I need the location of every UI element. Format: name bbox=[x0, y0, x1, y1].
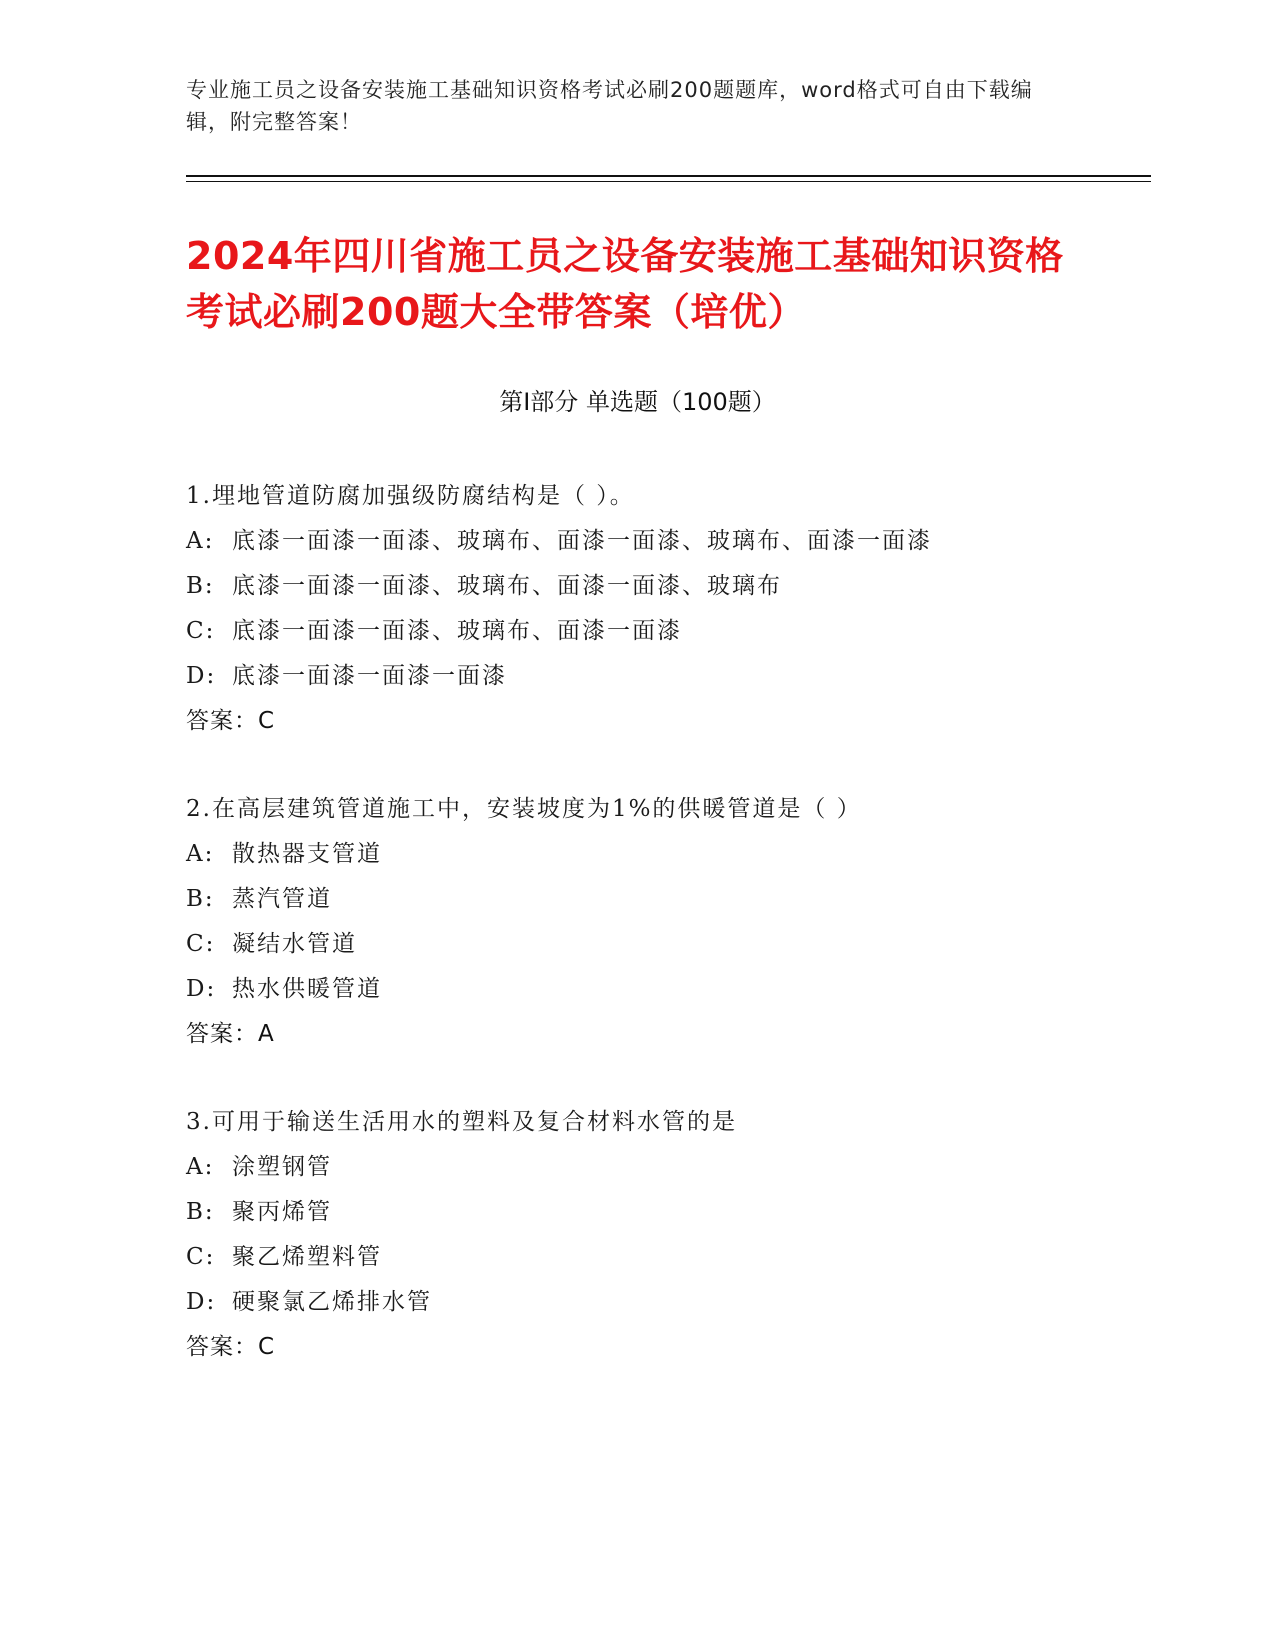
question-list bbox=[186, 474, 1086, 1413]
option-key: B: bbox=[186, 886, 215, 912]
question-stem: 2.在高层建筑管道施工中，安装坡度为1%的供暖管道是（ ） bbox=[186, 796, 862, 822]
header-divider-thick bbox=[186, 175, 1151, 177]
option-text: 散热器支管道 bbox=[232, 841, 382, 867]
question-1 bbox=[186, 474, 1086, 744]
option-key: B: bbox=[186, 573, 215, 599]
option-text: 凝结水管道 bbox=[232, 931, 357, 957]
option-b bbox=[186, 1190, 1086, 1235]
option-text: 底漆一面漆一面漆一面漆 bbox=[232, 663, 507, 689]
answer: 答案：A bbox=[186, 1021, 275, 1047]
option-key: C: bbox=[186, 931, 216, 957]
option-key: A: bbox=[186, 1154, 215, 1180]
option-text: 热水供暖管道 bbox=[232, 976, 382, 1002]
option-text: 底漆一面漆一面漆、玻璃布、面漆一面漆 bbox=[232, 618, 682, 644]
option-d bbox=[186, 967, 1086, 1012]
option-a bbox=[186, 519, 1086, 564]
option-key: D: bbox=[186, 1289, 217, 1315]
option-text: 聚丙烯管 bbox=[232, 1199, 332, 1225]
option-c bbox=[186, 922, 1086, 967]
option-a bbox=[186, 1145, 1086, 1190]
question-stem: 1.埋地管道防腐加强级防腐结构是（ ）。 bbox=[186, 483, 635, 509]
option-key: C: bbox=[186, 1244, 216, 1270]
option-key: D: bbox=[186, 976, 217, 1002]
option-b bbox=[186, 877, 1086, 922]
option-a bbox=[186, 832, 1086, 877]
document-title: 2024年四川省施工员之设备安装施工基础知识资格考试必刷200题大全带答案（培优） bbox=[186, 234, 1064, 334]
option-text: 底漆一面漆一面漆、玻璃布、面漆一面漆、玻璃布 bbox=[232, 573, 782, 599]
option-b bbox=[186, 564, 1086, 609]
option-text: 蒸汽管道 bbox=[232, 886, 332, 912]
option-d bbox=[186, 1280, 1086, 1325]
option-key: A: bbox=[186, 528, 215, 554]
option-key: B: bbox=[186, 1199, 215, 1225]
option-d bbox=[186, 654, 1086, 699]
option-key: C: bbox=[186, 618, 216, 644]
header-note: 专业施工员之设备安装施工基础知识资格考试必刷200题题库，word格式可自由下载编辑，附完整答案！ bbox=[186, 78, 1033, 134]
option-c bbox=[186, 609, 1086, 654]
section-title: 第Ⅰ部分 单选题（100题） bbox=[499, 388, 776, 416]
question-stem: 3.可用于输送生活用水的塑料及复合材料水管的是 bbox=[186, 1109, 737, 1135]
option-key: A: bbox=[186, 841, 215, 867]
header-divider-thin bbox=[186, 181, 1151, 182]
question-2 bbox=[186, 787, 1086, 1057]
option-c bbox=[186, 1235, 1086, 1280]
answer: 答案：C bbox=[186, 708, 276, 734]
option-text: 底漆一面漆一面漆、玻璃布、面漆一面漆、玻璃布、面漆一面漆 bbox=[232, 528, 932, 554]
option-text: 聚乙烯塑料管 bbox=[232, 1244, 382, 1270]
option-text: 涂塑钢管 bbox=[232, 1154, 332, 1180]
option-key: D: bbox=[186, 663, 217, 689]
answer: 答案：C bbox=[186, 1334, 276, 1360]
option-text: 硬聚氯乙烯排水管 bbox=[232, 1289, 432, 1315]
question-3 bbox=[186, 1100, 1086, 1370]
